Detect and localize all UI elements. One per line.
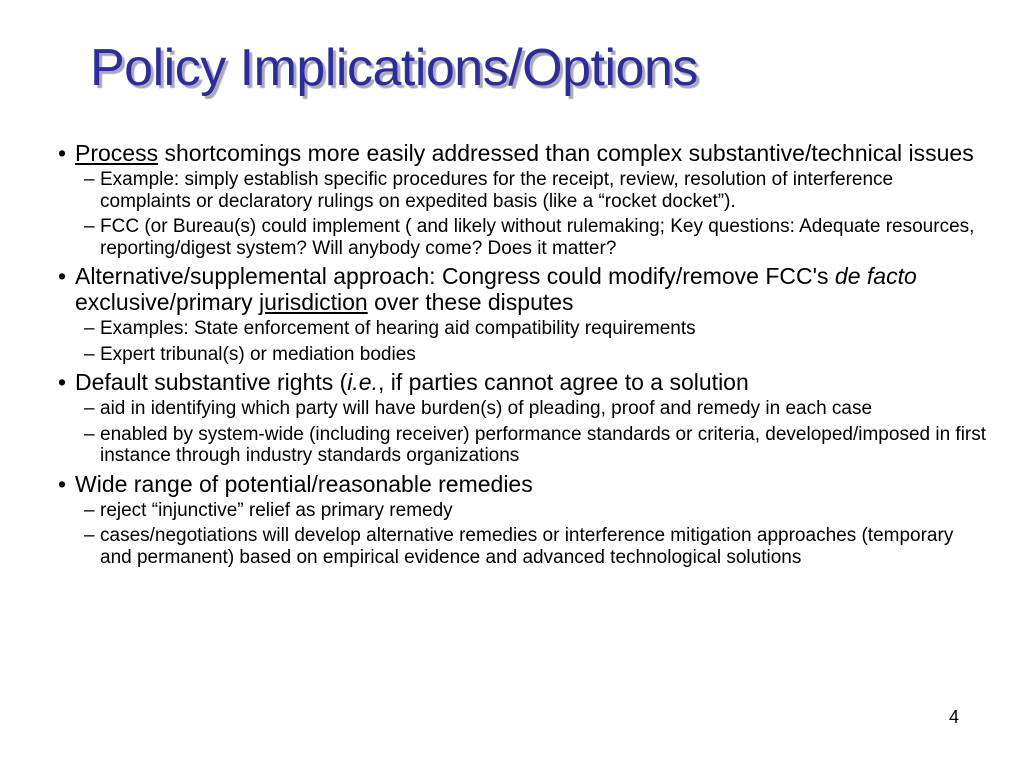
sub-bullet-text: reject “injunctive” relief as primary remedy: [100, 499, 453, 521]
sub-bullet-item: [58, 216, 988, 259]
sub-bullet-text: cases/negotiations will develop alternative remedies or interference mitigation approaches (temporary and permanent) based on empirical evidence and advanced technological solutions: [100, 525, 954, 568]
bullet-text-italic: i.e.: [347, 369, 378, 395]
bullet-item: [58, 263, 988, 315]
bullet-marker: •: [58, 263, 67, 289]
bullet-marker: •: [58, 470, 67, 497]
sub-bullet-item: [58, 318, 988, 340]
bullet-text: shortcomings more easily addressed than complex substantive/technical issues: [158, 140, 974, 166]
sub-bullet-item: [58, 344, 988, 366]
bullet-text: exclusive/primary: [75, 289, 260, 315]
slide-title: Policy Implications/Options: [90, 39, 698, 97]
bullet-text: , if parties cannot agree to a solution: [377, 369, 749, 395]
sub-bullet-text: Examples: State enforcement of hearing aid compatibility requirements: [100, 318, 696, 339]
bullet-marker: •: [58, 140, 67, 166]
bullet-list: [58, 140, 988, 572]
dash-marker: –: [84, 525, 95, 546]
dash-marker: –: [84, 216, 95, 237]
dash-marker: –: [84, 343, 95, 365]
sub-bullet-text: Example: simply establish specific procedures for the receipt, review, resolution of interference complaints or declaratory rulings on expedited basis (like a “rocket docket”).: [100, 169, 894, 212]
sub-bullet-item: [58, 525, 988, 568]
dash-marker: –: [84, 318, 95, 339]
sub-bullet-text: Expert tribunal(s) or mediation bodies: [100, 343, 416, 365]
dash-marker: –: [84, 499, 95, 521]
dash-marker: –: [84, 398, 95, 419]
page-number: 4: [949, 707, 960, 727]
bullet-text-underlined: jurisdiction: [259, 289, 368, 315]
bullet-text: over these disputes: [367, 289, 574, 315]
bullet-item: [58, 369, 988, 395]
sub-bullet-text: FCC (or Bureau(s) could implement ( and likely without rulemaking; Key questions: Adequate resources, reporting/digest system? Will anybody come? Does it matter?: [100, 216, 975, 259]
sub-bullet-item: [58, 398, 988, 420]
bullet-text-italic: de facto: [834, 263, 917, 289]
bullet-item: [58, 140, 988, 166]
bullet-text: Wide range of potential/reasonable remedies: [75, 470, 533, 497]
sub-bullet-item: [58, 500, 988, 522]
sub-bullet-item: [58, 169, 988, 212]
bullet-text: Default substantive rights (: [75, 369, 348, 395]
dash-marker: –: [84, 169, 95, 190]
bullet-text: Alternative/supplemental approach: Congress could modify/remove FCC's: [75, 263, 835, 289]
bullet-marker: •: [58, 369, 67, 395]
bullet-item: [58, 471, 988, 497]
sub-bullet-text: aid in identifying which party will have burden(s) of pleading, proof and remedy in each case: [100, 398, 873, 419]
sub-bullet-item: [58, 424, 988, 467]
bullet-text-underlined: Process: [75, 140, 159, 166]
sub-bullet-text: enabled by system-wide (including receiver) performance standards or criteria, developed/imposed in first instance through industry standards organizations: [100, 423, 987, 466]
dash-marker: –: [84, 423, 95, 445]
